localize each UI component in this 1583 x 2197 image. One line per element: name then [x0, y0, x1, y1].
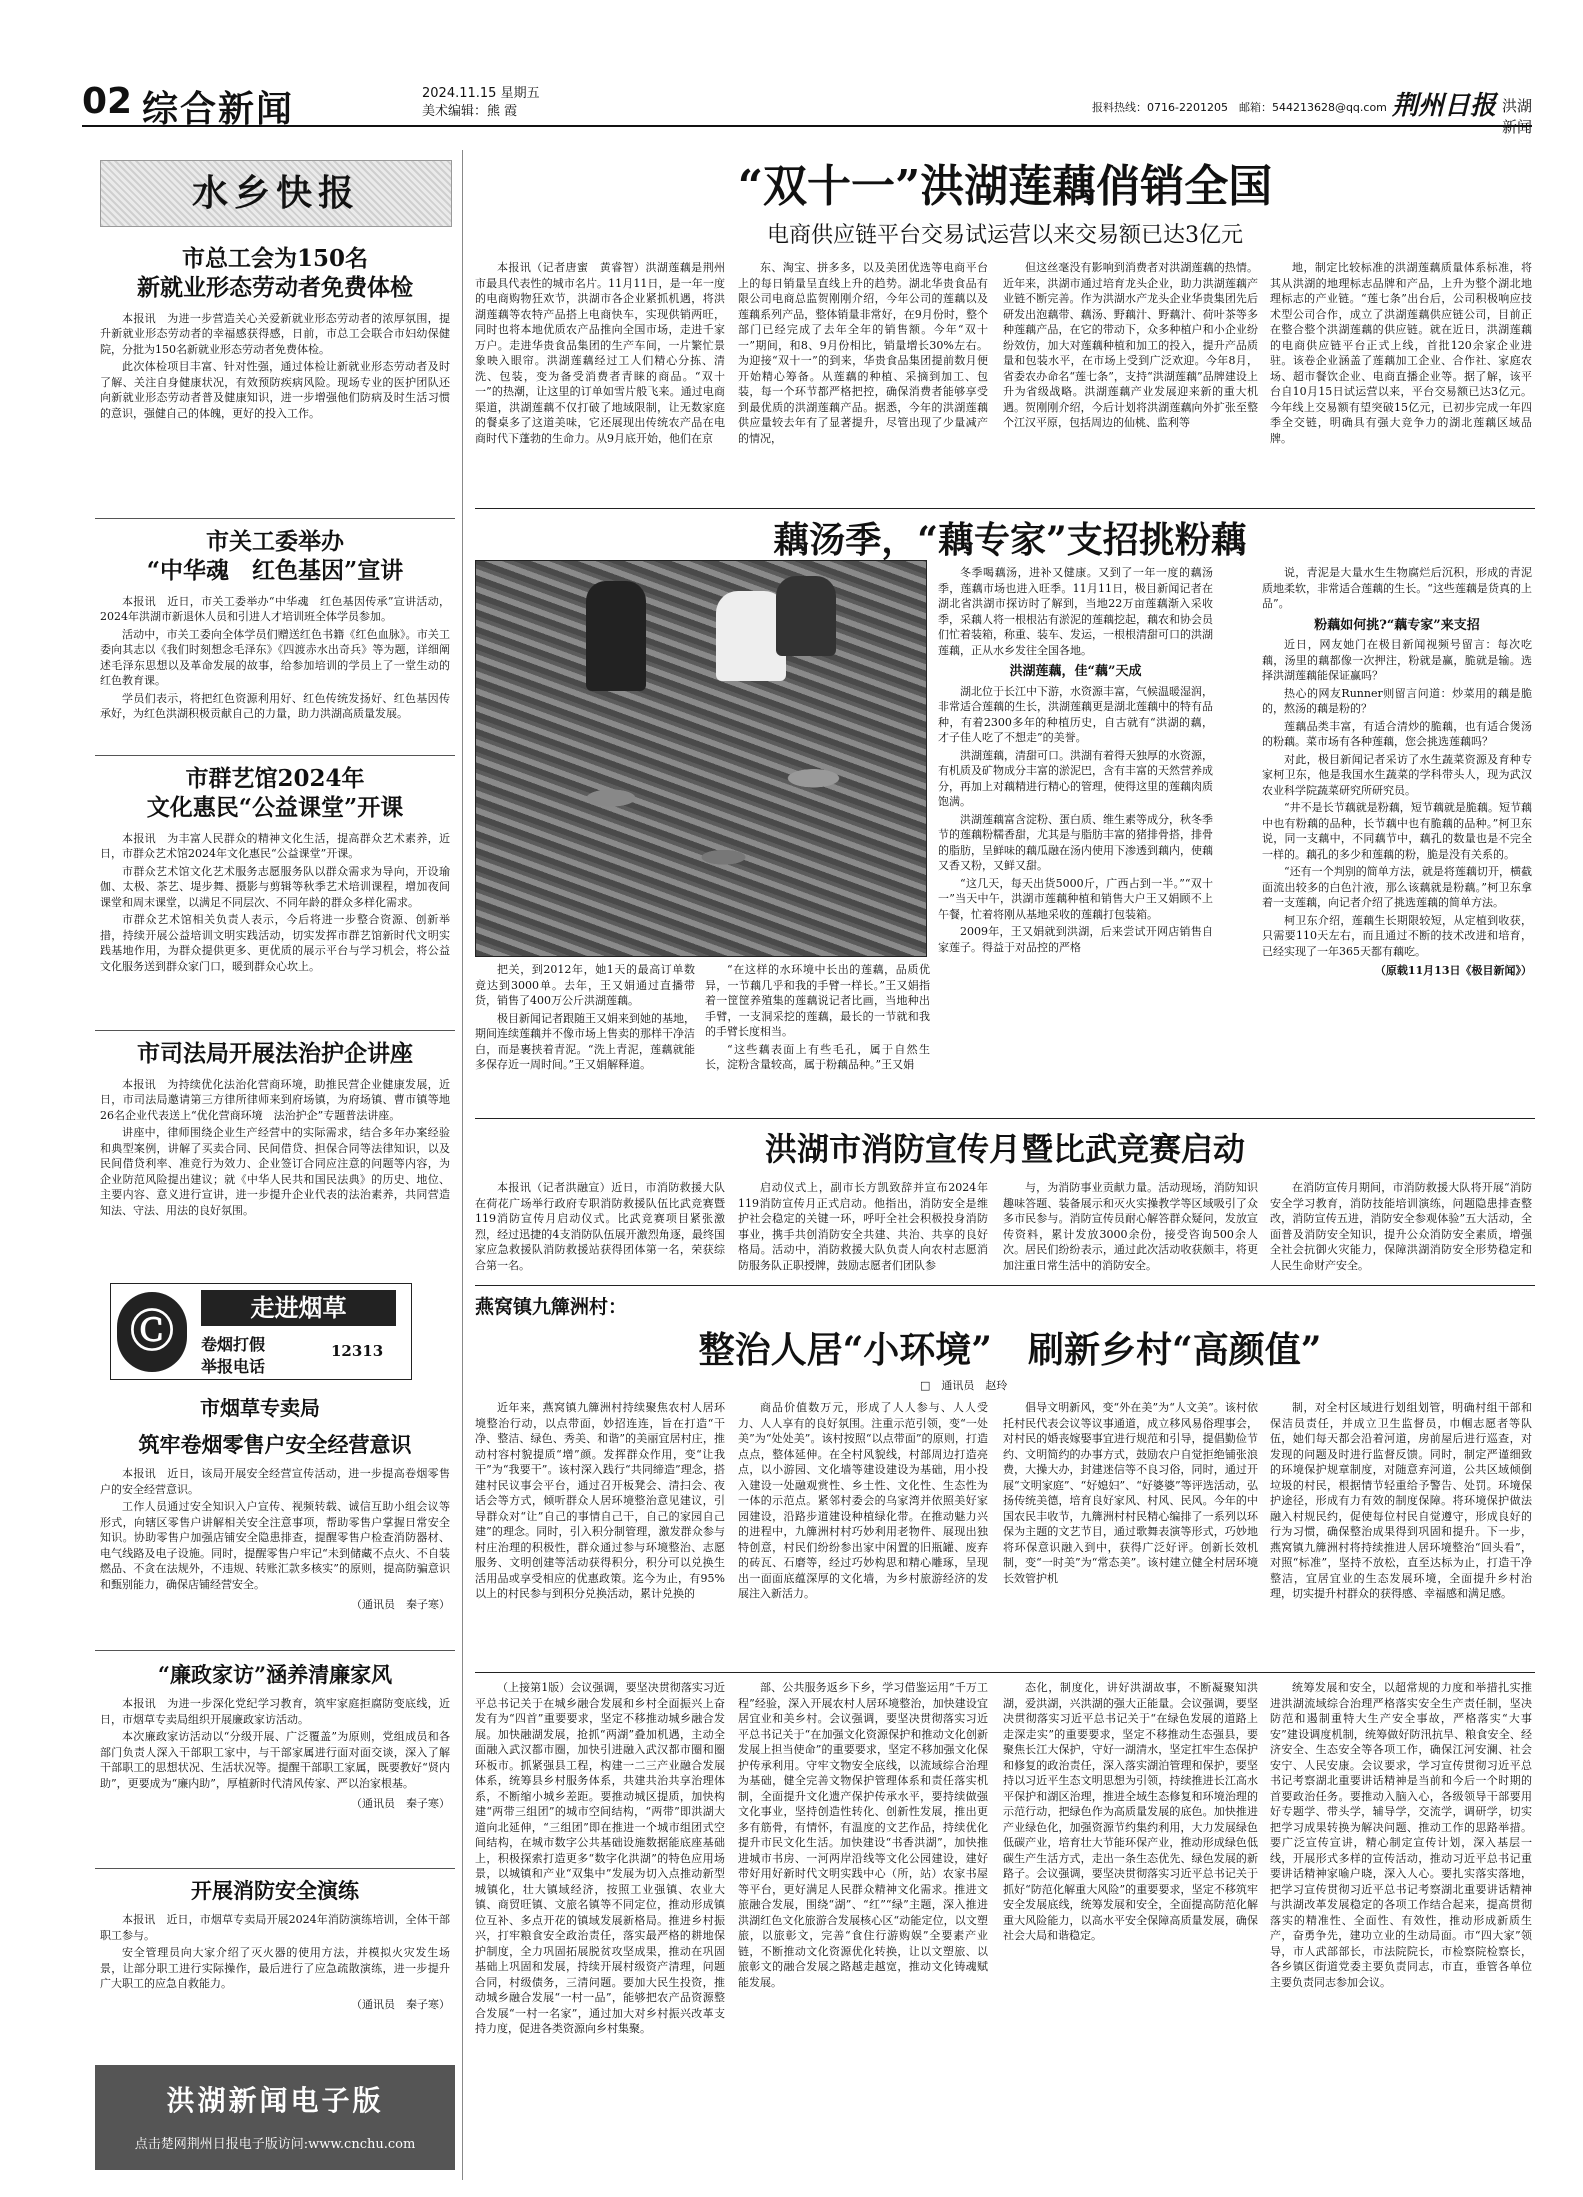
article-body	[100, 1077, 450, 1219]
feature-column	[1262, 565, 1532, 1110]
article-body	[100, 1466, 450, 1592]
article-body	[100, 831, 450, 975]
paragraph: 近日，网友她门在极目新闻视频号留言：每次吃藕，汤里的藕都像一次押注，粉就是赢，脆就是输。选择洪湖莲藕能保证赢吗？	[1262, 638, 1532, 682]
lotus-harvest-photo	[475, 560, 927, 957]
paragraph: 冬季喝藕汤，进补又健康。又到了一年一度的藕汤季，莲藕市场也进入旺季。11月11日，极目新闻记者在湖北省洪湖市探访时了解到，当地22万亩莲藕渐入采收季，采藕人将一根根沾有淤泥的莲藕挖起，藕农和协会员们忙着装箱，称重、装车、发运，一根根清甜可口的洪湖莲藕，正从水乡发往全国各地。	[938, 566, 1213, 657]
byline: □ 通讯员 赵玲	[920, 1379, 1008, 1392]
paragraph: 说，青泥是大量水生生物腐烂后沉积，形成的青泥质地柔软，非常适合莲藕的生长。“这些莲藕是货真的上品”。	[1262, 566, 1532, 610]
headline: 市群艺馆2024年	[185, 765, 365, 792]
paragraph: 本报讯 近日，市烟草专卖局开展2024年消防演练培训，全体干部职工参与。	[100, 1913, 450, 1942]
editor-text: 美术编辑：熊 霞	[422, 104, 518, 119]
divider	[95, 518, 455, 519]
tobacco-logo-icon: Ⓒ	[117, 1292, 187, 1372]
paragraph: 地，制定比较标准的洪湖莲藕质量体系标准，将其从洪湖的地理标志品牌和产品，上升为整个湖北地理标志的产业链。“莲七条”出台后，公司积极响应技术型公司合作，成立了洪湖莲藕供应链公司，目前正在整合整个洪湖莲藕的供应链。就在近日，洪湖莲藕的电商供应链平台正式上线，首批120余家企业进驻。该卷企业涵盖了莲藕加工企业、合作社、家庭农场、超市餐饮企业、电商直播企业等。据了解，该平台自10月15日试运营以来，平台交易额已达3亿元。今年线上交易额有望突破15亿元，已初步完成一年四季全交链，明确具有强大竞争力的湖北莲藕区域品牌。	[1270, 261, 1532, 445]
edition-name: 洪湖新闻	[1502, 97, 1533, 136]
paragraph: 东、淘宝、拼多多，以及美团优选等电商平台上的每日销量呈直线上升的趋势。湖北华贵食品有限公司电商总监贺刚刚介绍，今年公司的莲藕以及莲藕系列产品，整体销量非常好，在9月份时，整个部门已经完成了去年全年的销售额。今年“双十一”期间，和8、9月份相比，销量增长30%左右。为迎接“双十一”的到来，华贵食品集团提前数月便开始精心筹备。从莲藕的种植、采摘到加工、包装，每一个环节都严格把控，确保消费者能够享受到最优质的洪湖莲藕产品。据悉，今年的洪湖莲藕供应量较去年有了显著提升，尽管出现了少量减产的情况，	[738, 261, 988, 445]
village-column	[475, 1400, 725, 1665]
village-column	[1270, 1400, 1532, 1665]
divider	[95, 1650, 455, 1651]
paragraph: “井不是长节藕就是粉藕，短节藕就是脆藕。短节藕中也有粉藕的品种，长节藕中也有脆藕的品种。”柯卫东说，同一支藕中，不同藕节中，藕孔的数量也是不完全一样的。藕孔的多少和莲藕的粉，脆是没有关系的。	[1262, 801, 1532, 861]
article-body	[100, 1696, 450, 1791]
paragraph: 本报讯 为进一步深化党纪学习教育，筑牢家庭拒腐防变底线，近日，市烟草专卖局组织开展廉政家访活动。	[100, 1697, 450, 1726]
paragraph: 此次体检项目丰富、针对性强，通过体检让新就业形态劳动者及时了解、关注自身健康状况，有效预防疾病风险。现场专业的医护团队还向新就业形态劳动者普及健康知识，进一步增强他们防病及时生活习惯的意识，强健自己的体魄，更好的投入工作。	[100, 360, 450, 420]
divider	[475, 1118, 1535, 1119]
subheading: 粉藕如何挑?“藕专家”来支招	[1314, 617, 1480, 633]
divider	[95, 1030, 455, 1031]
paragraph: 2009年，王又娟就到洪湖，后来尝试开网店销售自家莲子。得益于对品控的严格	[938, 925, 1213, 954]
paragraph: 把关，到2012年，她1天的最高订单数竟达到3000单。去年，王又娟通过直播带货，销售了400万公斤洪湖莲藕。	[475, 963, 695, 1007]
divider	[475, 1285, 1535, 1286]
paragraph: 本报讯 为进一步营造关心关爱新就业形态劳动者的浓厚氛围，提升新就业形态劳动者的幸福感获得感，日前，市总工会联合市妇幼保健院，分批为150名新就业形态劳动者免费体检。	[100, 311, 450, 356]
feature-headline: 藕汤季，“藕专家”支招挑粉藕	[773, 519, 1247, 560]
paragraph: 本报讯 为丰富人民群众的精神文化生活，提高群众艺术素养，近日，市群众艺术馆2024年文化惠民“公益课堂”开课。	[100, 831, 450, 860]
paragraph: 本报讯（记者洪融宣）近日，市消防救援大队在荷花广场举行政府专职消防救援队伍比武竞赛暨119消防宣传月启动仪式。比武竞赛项目紧张激烈，经过迅捷的4支消防队伍展开激烈角逐，最终国家应急救援队消防救援站获得团体第一名，荣获综合第一名。	[475, 1181, 725, 1272]
paragraph: 与，为消防事业贡献力量。活动现场，消防知识趣味答题、装备展示和灭火实操教学等区域吸引了众多市民参与。消防宣传员耐心解答群众疑问，发放宣传资料，累计发放3000余份，接受咨询500余人次。居民们纷纷表示，通过此次活动收获颇丰，将更加注重日常生活中的消防安全。	[1003, 1181, 1258, 1272]
epaper-banner[interactable]	[95, 2065, 455, 2170]
paragraph: 统筹发展和安全，以超常规的力度和举措扎实推进洪湖流域综合治理严格落实安全生产责任制，坚决防范和遏制重特大生产安全事故，严格落实“大事安”建设调度机制，统筹做好防汛抗旱、粮食安全、经济安全、生态安全等各项工作，确保江河安澜、社会安宁、人民安康。会议要求，学习宣传贯彻习近平总书记考察湖北重要讲话精神是当前和今后一个时期的首要政治任务。要推动入脑入心，各级领导干部要用好专题学、带头学，辅导学，交流学，调研学，切实把学习成果转换为解决问题、推动工作的思路举措。要广泛宣传宣讲，精心制定宣传计划，深入基层一线，开展形式多样的宣传活动，推动习近平总书记重要讲话精神家喻户晓，深入人心。要扎实落实落地，把学习宣传贯彻习近平总书记考察湖北重要讲话精神与洪湖改革发展稳定的各项工作结合起来，提高贯彻落实的精准性、全面性、有效性，推动形成新质生产，奋勇争先，建功立业的生动局面。市“四大家”领导，市人武部部长，市法院院长，市检察院检察长，各乡镇区街道党委主要负责同志，市直，垂管各单位主要负责同志参加会议。	[1270, 1681, 1532, 1989]
hotline-label: 卷烟打假	[201, 1335, 266, 1354]
continued-column	[1003, 1680, 1258, 2170]
fire-column	[738, 1180, 988, 1275]
section-title: 综合新闻	[142, 89, 295, 130]
article-body	[100, 1912, 450, 1992]
paragraph: 活动中，市关工委向全体学员们赠送红色书籍《红色血脉》。市关工委向其志以《我们时刻想念毛泽东》《四渡赤水出奇兵》等为题，详细阐述毛泽东思想以及革命发展的故事，给参加培训的学员上了一堂生动的红色教育课。	[100, 627, 450, 687]
headline: 筑牢卷烟零售户安全经营意识	[138, 1432, 412, 1457]
fire-column	[1270, 1180, 1532, 1275]
paragraph: 柯卫东介绍，莲藕生长期限较短，从定植到收获，只需要110天左右，而且通过不断的技术改进和培育，已经实现了一年365天都有藕吃。	[1262, 913, 1532, 958]
column-name: 市烟草专卖局	[200, 1396, 320, 1420]
article-body	[100, 311, 450, 422]
paragraph: 启动仪式上，副市长方凯致辞并宣布2024年119消防宣传月正式启动。他指出，消防安全是维护社会稳定的关键一环，呼吁全社会积极投身消防事业，携手共创消防安全共建、共治、共享的良好格局。活动中，消防救援大队负责人向农村志愿消防服务队正职授牌，鼓励志愿者们团队参	[738, 1181, 988, 1272]
article-legal-lecture	[100, 1040, 450, 1265]
paragraph: 工作人员通过安全知识入户宣传、视频转载、诚信互助小组会议等形式，向辖区零售户讲解相关安全注意事项，帮助零售户掌握日常安全知识。协助零售户加强店铺安全隐患排查，提醒零售户检查消防器材、电气线路及电子设施。同时，提醒零售户牢记“未到储藏不点火、不自装燃品、不贪在法规外，不违规、转账汇款多核实”的原则，提高防骗意识和甄别能力，确保店铺经营安全。	[100, 1500, 450, 1591]
credit: （原载11月13日《极目新闻》）	[1374, 964, 1532, 977]
paragraph: “这几天，每天出货5000斤，广西占到一半。”“双十一”当天中午，洪湖市莲藕种植和销售大户王又娟顾不上午餐，忙着将刚从基地采收的莲藕打包装箱。	[938, 876, 1213, 921]
paragraph: 近年来，燕窝镇九簰洲村持续聚焦农村人居环境整治行动，以点带面，妙招连连，旨在打造“干净、整洁、绿色、秀美、和谐”的美丽宜居村庄，推动村容村貌提质“增”颜。发挥群众作用，变“让我干”为“我要干”。该村深入践行“共同缔造”理念，搭建村民议事会平台，通过召开板凳会、清扫会、夜话会等方式，倾听群众人居环境整治意见建议，引导群众对“让”自己的事情自己干，自己的家园自己建”的理念。同时，引入积分制管理，激发群众参与村庄治理的积极性，群众通过参与环境整治、志愿服务、文明创建等活动获得积分，积分可以兑换生活用品或享受相应的优惠政策。迄今为止，有95%以上的村民参与到积分兑换活动，累计兑换的	[475, 1401, 725, 1600]
village-column	[738, 1400, 988, 1665]
epaper-title: 洪湖新闻电子版	[166, 2084, 384, 2117]
divider	[95, 1868, 455, 1869]
feature-column	[475, 962, 695, 1112]
article-body	[100, 594, 450, 722]
village-headline: 整治人居“小环境” 刷新乡村“高颜值”	[698, 1329, 1322, 1371]
headline: 市司法局开展法治护企讲座	[137, 1040, 413, 1067]
paragraph: “在这样的水环境中长出的莲藕，品质优异，一节藕几乎和我的手臂一样长。”王又娟指着一筐筐养殖集的莲藕说记者比画，当地种出手臂，一支洞采挖的莲藕，最长的一节就和我的手臂长度相当。	[705, 963, 930, 1038]
lead-headline: “双十一”洪湖莲藕俏销全国	[737, 161, 1273, 210]
lead-column	[1003, 260, 1258, 500]
divider	[95, 755, 455, 756]
contact-line: 报料热线：0716-2201205 邮箱：544213628@qq.com	[1092, 101, 1387, 114]
continued-column	[475, 1680, 725, 2170]
tobacco-title: 走进烟草	[201, 1290, 396, 1326]
paragraph: 市群众艺术馆相关负责人表示，今后将进一步整合资源、创新举措，持续开展公益培训文明实践活动，切实发挥市群艺馆新时代文明实践基地作用，为群众提供更多、更优质的展示平台与学习机会，将公益文化服务送到群众家门口，暖到群众心坎上。	[100, 913, 450, 973]
continued-column	[738, 1680, 988, 2170]
paragraph: 在消防宣传月期间，市消防救援大队将开展“消防安全学习教育，消防技能培训演练，问题隐患排查整改，消防宣传五进，消防安全参观体验”五大活动，全面普及消防安全知识，提升公众消防安全素质，增强全社会抗御火灾能力，保障洪湖消防安全形势稳定和人民生命财产安全。	[1270, 1181, 1532, 1272]
hotline-label: 举报电话	[201, 1357, 266, 1376]
paragraph: 本次廉政家访活动以“分级开展、广泛覆盖”为原则，党组成员和各部门负责人深入干部职工家中，与干部家属进行面对面交谈，深入了解干部职工的思想状况、生活状况等。提醒干部职工家属，既要教好“贤内助”，更要成为“廉内助”，厚植新时代清风传家、严以治家根基。	[100, 1730, 450, 1790]
paragraph: 市群众艺术馆文化艺术服务志愿服务队以群众需求为导向，开设瑜伽、太极、茶艺、堤步舞、摄影与剪辑等秋季艺术培训课程，增加夜间课堂和周末课堂，以满足不同层次、不同年龄的群众多样化需求。	[100, 864, 450, 909]
paragraph: 本报讯（记者唐蜜 黄睿智）洪湖莲藕是荆州市最具代表性的城市名片。11月11日，是一年一度的电商购物狂欢节，洪湖市各企业紧抓机遇，将洪湖莲藕等农特产品搭上电商快车，实现供销两旺，同时也将本地优质农产品推向全国市场，走进千家万户。走进华贵食品集团的生产车间，一片繁忙景象映入眼帘。洪湖莲藕经过工人们精心分拣、清洗、包装，变为备受消费者青睐的商品。“双十一”的热潮，让这里的订单如雪片般飞来。通过电商渠道，洪湖莲藕不仅打破了地域限制，让无数家庭的餐桌多了这道美味，它还展现出传统农产品在电商时代下蓬勃的生命力。从9月底开始，他们在京	[475, 261, 725, 445]
village-kicker: 燕窝镇九簰洲村：	[475, 1296, 628, 1318]
village-column	[1003, 1400, 1258, 1665]
paragraph: 本报讯 为持续优化法治化营商环境，助推民营企业健康发展，近日，市司法局邀请第三方律所律师来到府场镇，为府场镇、曹市镇等地26名企业代表送上“优化营商环境 法治护企”专题普法讲座。	[100, 1077, 450, 1122]
column-banner: 水乡快报	[100, 160, 452, 227]
paragraph: “还有一个判别的简单方法，就是将莲藕切开，横截面流出较多的白色汁液，那么该藕就是粉藕。”柯卫东拿着一支莲藕，向记者介绍了挑选莲藕的简单方法。	[1262, 865, 1532, 909]
paragraph: 态化，制度化，讲好洪湖故事，不断凝聚知洪湖，爱洪湖，兴洪湖的强大正能量。会议强调，要坚决贯彻落实习近平总书记关于“在绿色发展的道路上走深走实”的重要要求，坚定不移推动生态强县，要聚焦长江大保护，守好一湖清水，坚定扛牢生态保护和修复的政治责任，深入落实湖泊管理和保护，要坚持以习近平生态文明思想为引领，持续推进长江高水平保护和湖区治理，推进全域生态修复和环境治理的示范行动，把绿色作为高质量发展的底色。加快推进产业绿色化，加强资源节约集约利用，大力发展绿色低碳产业，培育壮大节能环保产业，推动形成绿色低碳生产生活方式，走出一条生态优先、绿色发展的新路子。会议强调，要坚决贯彻落实习近平总书记关于抓好“防范化解重大风险”的重要要求，坚定不移筑牢安全发展底线，统筹发展和安全，全面提高防范化解重大风险能力，以高水平安全保障高质量发展，确保社会大局和谐稳定。	[1003, 1681, 1258, 1942]
paragraph: 制，对全村区域进行划组划管，明确村组干部和保洁员责任，并成立卫生监督员，巾帼志愿者等队伍，她们每天都会沿着河道，房前屋后进行巡查，对发现的问题及时进行监督反馈。同时，制定严谨细致的环境保护规章制度，对随意弃河道，公共区域倾倒垃圾的村民，根据情节轻重给予警告、处罚。环境保护途径，形成有力有效的制度保障。将环境保护做法融入村规民约，促使每位村民自觉遵守，形成良好的行为习惯，确保整治成果得到巩固和提升。下一步，燕窝镇九簰洲村将持续推进人居环境整治“回头看”，对照“标准”，坚持不放松，直至达标为止，打造干净整洁，宜居宜业的生态发展环境，全面提升乡村治理，切实提升村群众的获得感、幸福感和满足感。	[1270, 1401, 1532, 1600]
lead-column	[475, 260, 725, 500]
worker-figure	[776, 576, 836, 656]
lead-column	[738, 260, 988, 500]
divider	[475, 1672, 1535, 1673]
article-union-checkup	[100, 245, 450, 515]
masthead	[82, 81, 1533, 136]
paragraph: 部、公共服务返乡下乡，学习借鉴运用“千万工程”经验，深入开展农村人居环境整治，加快建设宜居宜业和美乡村。会议强调，要坚决贯彻落实习近平总书记关于“在加强文化资源保护和推动文化创新发展上担当使命”的重要要求，坚定不移加强文化保护传承利用。守牢文物安全底线，以流域综合治理为基础，健全完善文物保护管理体系和责任落实机制，全面提升文化遗产保护传承水平，要持续做强文化事业，坚持创造性转化、创新性发展，推出更多有筋骨，有情怀，有温度的文艺作品，持续优化提升市民文化生活。加快建设“书香洪湖”，加快推进城市书房、一河两岸沿线等文化公园建设，建好带好用好新时代文明实践中心（所，站）农家书屋等平台，更好满足人民群众精神文化需求。推进文旅融合发展，围绕“湖”、“红”“绿”主题，深入推进洪湖红色文化旅游合发展核心区“动能定位，以文塑旅，以旅彰文，完善“食住行游购娱”全要素产业链，不断推动文化资源优化转换，让以文塑旅、以旅彰文的融合发展之路越走越宽，推动文化铸魂赋能发展。	[738, 1681, 988, 1989]
paragraph: 安全管理员向大家介绍了灭火器的使用方法，并模拟火灾发生场景，让部分职工进行实际操作，最后进行了应急疏散演练，进一步提升广大职工的应急自救能力。	[100, 1946, 450, 1991]
article-public-class	[100, 765, 450, 1025]
lead-subheadline: 电商供应链平台交易试运营以来交易额已达3亿元	[767, 223, 1243, 248]
epaper-link[interactable]: 点击楚网荆州日报电子版访问:www.cnchu.com	[134, 2137, 416, 2152]
headline: 开展消防安全演练	[191, 1878, 359, 1903]
feature-column	[705, 962, 930, 1112]
paragraph: 学员们表示，将把红色资源利用好、红色传统发扬好、红色基因传承好，为红色洪湖积极贡献自己的力量，助力洪湖高质量发展。	[100, 691, 450, 720]
date-line	[422, 85, 540, 121]
paragraph: 洪湖莲藕富含淀粉、蛋白质、维生素等成分，秋冬季节的莲藕粉糯香甜，尤其是与脂肪丰富的猪排骨搭，排骨的脂肪，呈鲜味的藕瓜融在汤内使用下渗透到藕内，使藕又香又粉，又鲜又甜。	[938, 812, 1213, 872]
headline: 文化惠民“公益课堂”开课	[146, 793, 404, 821]
paragraph: 极目新闻记者跟随王又娟来到她的基地，期间连续莲藕并不像市场上售卖的那样干净洁白，而是裹挟着青泥。“洗上青泥，莲藕就能多保存近一周时间。”王又娟解释道。	[475, 1011, 695, 1071]
headline: “中华魂 红色基因”宣讲	[146, 556, 404, 584]
paragraph: 本报讯 近日，该局开展安全经营宣传活动，进一步提高卷烟零售户的安全经营意识。	[100, 1467, 450, 1496]
feature-column	[938, 565, 1213, 960]
paragraph: 莲藕品类丰富，有适合清炒的脆藕，也有适合煲汤的粉藕。菜市场有各种莲藕，您会挑选莲藕吗？	[1262, 719, 1532, 748]
hotline-number: 12313	[331, 1342, 384, 1360]
date-text: 2024.11.15 星期五	[422, 86, 540, 101]
divider	[475, 508, 1535, 509]
paragraph: 对此，极目新闻记者采访了水生蔬菜资源及育种专家柯卫东，他是我国水生蔬菜的学科带头人，现为武汉农业科学院蔬菜研究所研究员。	[1262, 752, 1532, 797]
paragraph: 本报讯 近日，市关工委举办“中华魂 红色基因传承”宣讲活动，2024年洪湖市新退休人员和引进人才培训班全体学员参加。	[100, 594, 450, 623]
worker-figure	[586, 581, 646, 691]
headline: 市总工会为150名	[181, 245, 368, 272]
article-fire-drill	[100, 1878, 450, 2053]
credit: （通讯员 秦子寒）	[351, 1997, 450, 2011]
lead-column	[1270, 260, 1532, 500]
paragraph: 热心的网友Runner则留言问道：炒菜用的藕是脆的，熬汤的藕是粉的？	[1262, 686, 1532, 715]
fire-column	[1003, 1180, 1258, 1275]
credit: （通讯员 秦子寒）	[351, 1598, 450, 1612]
continued-column	[1270, 1680, 1532, 2170]
page-number: 02	[82, 81, 133, 122]
fire-headline: 洪湖市消防宣传月暨比武竞赛启动	[764, 1130, 1245, 1168]
article-retail-safety	[100, 1432, 450, 1642]
tobacco-banner	[110, 1283, 412, 1380]
article-clean-family	[100, 1662, 450, 1862]
paragraph: 但这丝毫没有影响到消费者对洪湖莲藕的热情。近年来，洪湖市通过培育龙头企业，助力洪湖莲藕产业链不断完善。作为洪湖水产龙头企业华贵集团先后研发出泡藕带、藕汤、野藕汁、野藕汁、荷叶茶等多种莲藕产品，在它的带动下，众多种植户和小企业纷纷效仿，加大对莲藕种植和加工的投入，提升产品质量和包装水平，在市场上受到广泛欢迎。今年8月，省委农办命名“莲七条”，支持“洪湖莲藕”品牌建设上升为省级战略。洪湖莲藕产业发展迎来新的重大机遇。贺刚刚介绍，今后计划将洪湖莲藕向外扩张至整个江汉平原，包括周边的仙桃、监利等	[1003, 261, 1258, 429]
headline: “廉政家访”涵养清廉家风	[157, 1662, 393, 1687]
paragraph: 商品价值数万元，形成了人人参与、人人受力、人人享有的良好氛围。注重示范引领，变“一处美”为“处处美”。该村按照“以点带面”的原则，打造点点，整体延伸。在全村风貌线，村部周边打造亮点，以小游园、文化墙等建设建设为基础，用小投入建设一处融观赏性、乡土性、文化性、生态性为一体的示范点。紧邻村委会的乌家湾并依照美好家园建设，沿路步道建设种植绿化带。在推动魅力兴的进程中，九簰洲村村巧妙利用老物件、展现出独特创意，村民们纷纷参出家中闲置的旧瓶罐、废弃的砖瓦、石磨等，经过巧妙构思和精心雕琢，呈现出一面面底蕴深厚的文化墙，为乡村旅游经济的发展注入新活力。	[738, 1401, 988, 1600]
paragraph: 倡导文明新风，变“外在美”为“人文美”。该村依托村民代表会议等议事通道，成立移风易俗理事会，对村民的婚丧嫁娶事宜进行规范和引导，提倡勤俭节约、文明简约的办事方式，鼓励农户自觉拒绝铺张浪费，大操大办，封建迷信等不良习俗，同时，通过开展“文明家庭”、“好媳妇”、“好婆婆”等评选活动，弘扬传统美德，培育良好家风、村风、民风。今年的中国农民丰收节，九簰洲村村民精心编排了一系列以环保为主题的文艺节目，通过歌舞表演等形式，巧妙地将环保意识融入到中，获得广泛好评。创新长效机制，变“一时美”为“常态美”。该村建立健全村居环境长效管护机	[1003, 1401, 1258, 1585]
fire-column	[475, 1180, 725, 1275]
headline: 新就业形态劳动者免费体检	[137, 273, 413, 301]
newspaper-logo: 荆州日报	[1392, 91, 1497, 121]
paragraph: “这些藕表面上有些毛孔，属于自然生长，淀粉含量较高，属于粉藕品种。”王又娟	[705, 1042, 930, 1071]
article-red-gene	[100, 528, 450, 750]
paragraph: 讲座中，律师围绕企业生产经营中的实际需求，结合多年办案经验和典型案例，讲解了买卖合同、民间借贷、担保合同等法律知识，以及民间借贷利率、准竞行为效力、企业签订合同应注意的问题等内容，为企业防范风险提出建议；就《中华人民共和国民法典》的历史、地位、主要内容、意义进行宣讲，进一步提升企业代表的法治素养，共同营造知法、守法、用法的良好氛围。	[100, 1126, 450, 1217]
paragraph: 洪湖莲藕，清甜可口。洪湖有着得天独厚的水资源，有机质及矿物成分丰富的淤泥巴，含有丰富的天然营养成分，再加上对藕精进行精心的管理，使得这里的莲藕肉质饱满。	[938, 748, 1213, 808]
credit: （通讯员 秦子寒）	[351, 1797, 450, 1811]
headline: 市关工委举办	[206, 528, 344, 555]
column-divider	[462, 150, 463, 2180]
paragraph: 湖北位于长江中下游，水资源丰富，气候温暖湿润，非常适合莲藕的生长，洪湖莲藕更是湖北莲藕中的特有品种，有着2300多年的种植历史，自古就有“洪湖的藕，才子佳人吃了不想走”的美誉。	[938, 684, 1213, 744]
subheading: 洪湖莲藕，佳“藕”天成	[1009, 664, 1142, 679]
paragraph: （上接第1版）会议强调，要坚决贯彻落实习近平总书记关于在城乡融合发展和乡村全面振兴上奋发有为“四首”重要要求，坚定不移推动城乡融合发展。加快融湖发展，抢抓“两湖”叠加机遇，主动全面融入武汉都市圈，加快引进融入武汉都市圈和圈环板市。抓紧强县工程，构建一二三产业融合发展体系，统筹县乡村服务体系，共建共治共享治理体系，不断缩小城乡差距。要推动城区提质，加快构建“两带三组团”的城市空间结构，“两带”即洪湖大道向北延伸，“三组团”即在推进一个城市组团式空间结构，在城市数字公共基础设施数据能底座基础上，积极探索打造更多“数字化洪湖”的特色应用场景，以城镇和产业“双集中”发展为切入点推动新型城镇化，壮大镇域经济，按照工业强镇、农业大镇、商贸旺镇、文旅名镇等不同定位，推动形成镇位互补、多点开花的镇域发展新格局。推进乡村振兴，打牢粮食安全政治责任，落实最严格的耕地保护制度，全力巩固拓展脱贫攻坚成果，推动在巩固基础上巩固和发展，持续开展村级资产清理，问题合同，村级债务，三清问题。要加大民生投资，推动城乡融合发展“一村一品”，能够把农产品资源整合发展“一村一名家”，通过加大对乡村振兴改革支持力度，促进各类资源向乡村集聚。	[475, 1681, 725, 2035]
